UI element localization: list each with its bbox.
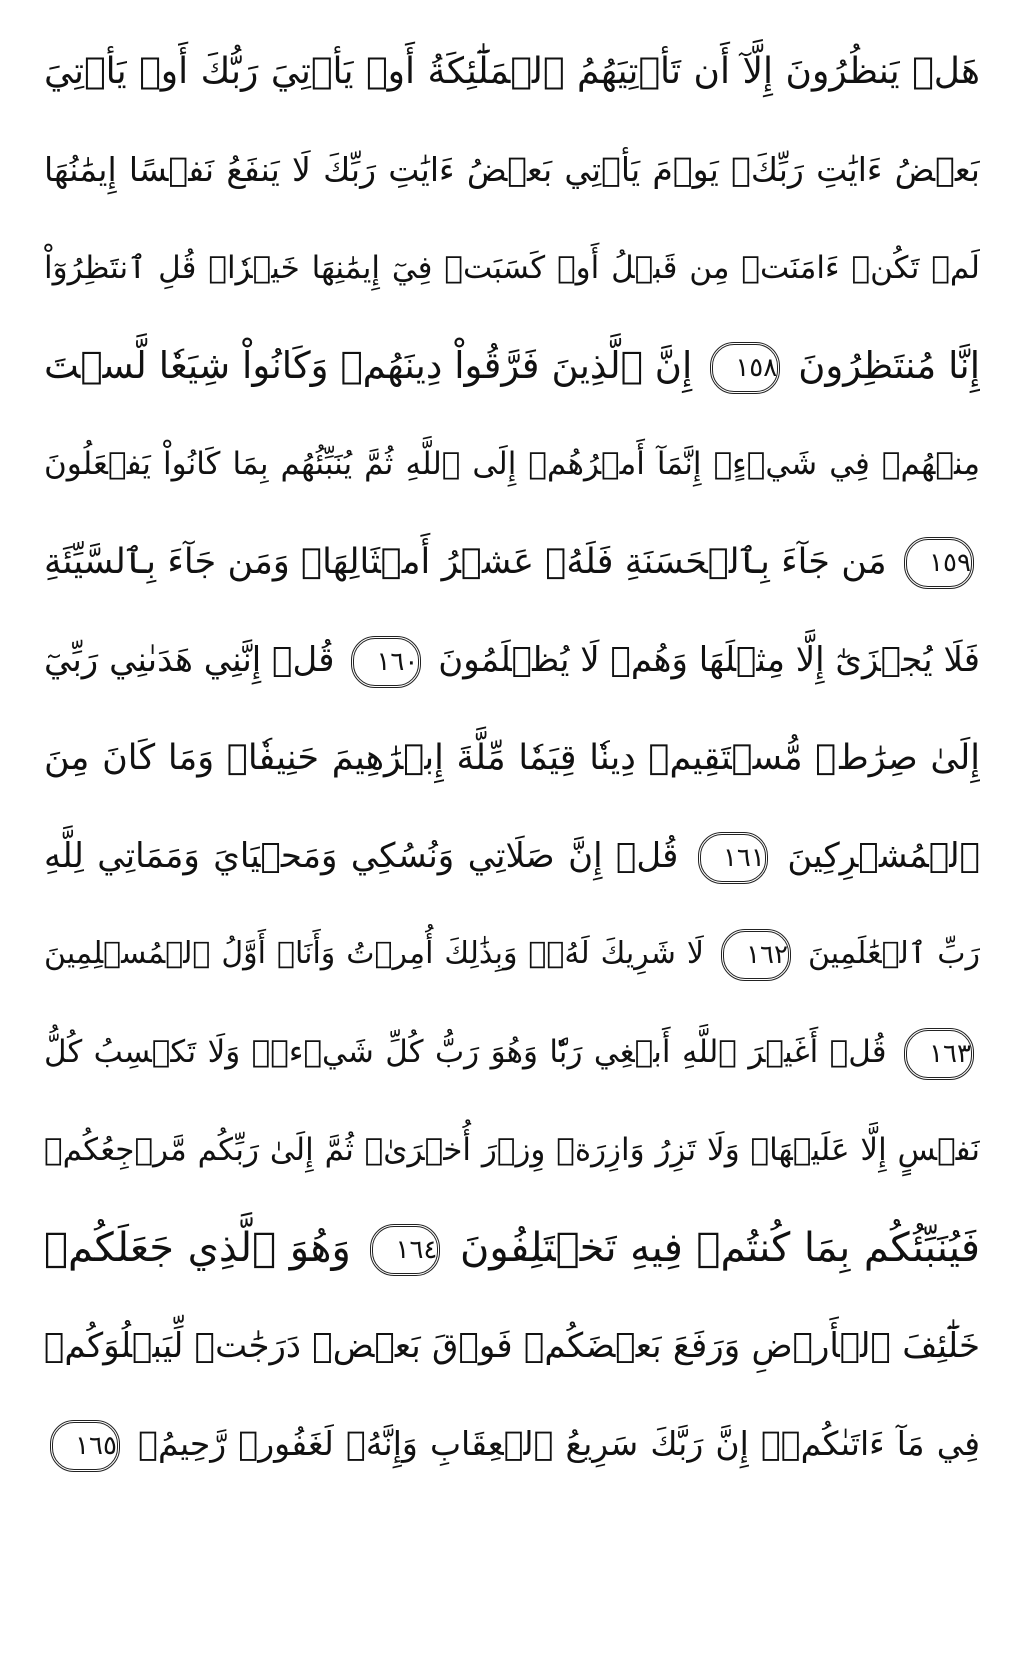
text-line [44,712,980,804]
verse-text: قُلۡ إِنَّنِي هَدَىٰنِي رَبِّيٓ [44,640,335,680]
verse-text: قُلۡ أَغَيۡرَ ٱللَّهِ أَبۡغِي رَبّٗا وَهُوَ رَبُّ كُلِّ شَيۡءٖۚ وَلَا تَكۡسِبُ كُلُّ [44,1034,887,1070]
text-line [44,418,980,510]
verse-text: لَا شَرِيكَ لَهُۥۖ وَبِذَٰلِكَ أُمِرۡتُ وَأَنَا۠ أَوَّلُ ٱلۡمُسۡلِمِينَ [44,936,704,971]
text-line [44,26,980,118]
ayah-number-marker: ١٦٠ [351,636,421,688]
verse-text: فَلَا يُجۡزَىٰٓ إِلَّا مِثۡلَهَا وَهُمۡ لَا يُظۡلَمُونَ [438,640,980,680]
verse-text: قُلۡ إِنَّ صَلَاتِي وَنُسُكِي وَمَحۡيَايَ وَمَمَاتِي لِلَّهِ [44,836,679,876]
verse-text: إِنَّا مُنتَظِرُونَ [798,344,980,387]
ayah-number-marker: ١٦١ [698,832,768,884]
text-line [44,1104,980,1196]
text-line [44,320,980,412]
verse-text: هَلۡ يَنظُرُونَ إِلَّآ أَن تَأۡتِيَهُمُ ٱلۡمَلَٰٓئِكَةُ أَوۡ يَأۡتِيَ رَبُّكَ أَوۡ يَأۡتِيَ [44,51,980,92]
ayah-number-marker: ١٥٨ [710,342,780,394]
verse-text: مَن جَآءَ بِٱلۡحَسَنَةِ فَلَهُۥ عَشۡرُ أَمۡثَالِهَاۖ وَمَن جَآءَ بِٱلسَّيِّئَةِ [44,542,887,582]
text-line [44,516,980,608]
text-line [44,1202,980,1294]
ayah-number-marker: ١٦٢ [721,929,791,981]
ayah-number-marker: ١٦٣ [904,1028,974,1080]
ayah-number-marker: ١٦٥ [50,1420,120,1472]
text-line [44,1006,980,1098]
text-line [44,124,980,216]
verse-text: خَلَٰٓئِفَ ٱلۡأَرۡضِ وَرَفَعَ بَعۡضَكُمۡ فَوۡقَ بَعۡضٖ دَرَجَٰتٖ لِّيَبۡلُوَكُمۡ [44,1326,980,1366]
text-line [44,810,980,902]
verse-text: لَمۡ تَكُنۡ ءَامَنَتۡ مِن قَبۡلُ أَوۡ كَسَبَتۡ فِيٓ إِيمَٰنِهَا خَيۡرٗاۗ قُلِ ٱنتَظِرُوٓاْ [44,250,980,286]
verse-text: مِنۡهُمۡ فِي شَيۡءٍۚ إِنَّمَآ أَمۡرُهُمۡ إِلَى ٱللَّهِ ثُمَّ يُنَبِّئُهُم بِمَا كَانُواْ يَفۡعَلُونَ [44,446,980,482]
text-line [44,1398,980,1490]
verse-text: وَهُوَ ٱلَّذِي جَعَلَكُمۡ [44,1225,351,1271]
verse-text: إِنَّ ٱلَّذِينَ فَرَّقُواْ دِينَهُمۡ وَكَانُواْ شِيَعٗا لَّسۡتَ [44,344,693,387]
text-line [44,1300,980,1392]
verse-text: نَفۡسٍ إِلَّا عَلَيۡهَاۚ وَلَا تَزِرُ وَازِرَةٞ وِزۡرَ أُخۡرَىٰۚ ثُمَّ إِلَىٰ رَبِّكُم مَّرۡجِعُكُمۡ [44,1132,980,1168]
text-line [44,222,980,314]
text-line [44,908,980,1000]
verse-text: بَعۡضُ ءَايَٰتِ رَبِّكَۗ يَوۡمَ يَأۡتِي بَعۡضُ ءَايَٰتِ رَبِّكَ لَا يَنفَعُ نَفۡسًا إِيمَٰنُهَا [44,150,980,189]
verse-text: فَيُنَبِّئُكُم بِمَا كُنتُمۡ فِيهِ تَخۡتَلِفُونَ [460,1225,980,1271]
ayah-number-marker: ١٥٩ [904,537,974,589]
text-line [44,614,980,706]
verse-text: فِي مَآ ءَاتَىٰكُمۡۗ إِنَّ رَبَّكَ سَرِيعُ ٱلۡعِقَابِ وَإِنَّهُۥ لَغَفُورٞ رَّحِيمُۢ [138,1424,980,1463]
verse-text: ٱلۡمُشۡرِكِينَ [787,836,980,876]
ayah-number-marker: ١٦٤ [370,1224,440,1276]
verse-text: رَبِّ ٱلۡعَٰلَمِينَ [807,936,980,971]
verse-text: إِلَىٰ صِرَٰطٖ مُّسۡتَقِيمٖ دِينٗا قِيَمٗا مِّلَّةَ إِبۡرَٰهِيمَ حَنِيفٗاۚ وَمَا كَانَ مِنَ [44,738,980,778]
